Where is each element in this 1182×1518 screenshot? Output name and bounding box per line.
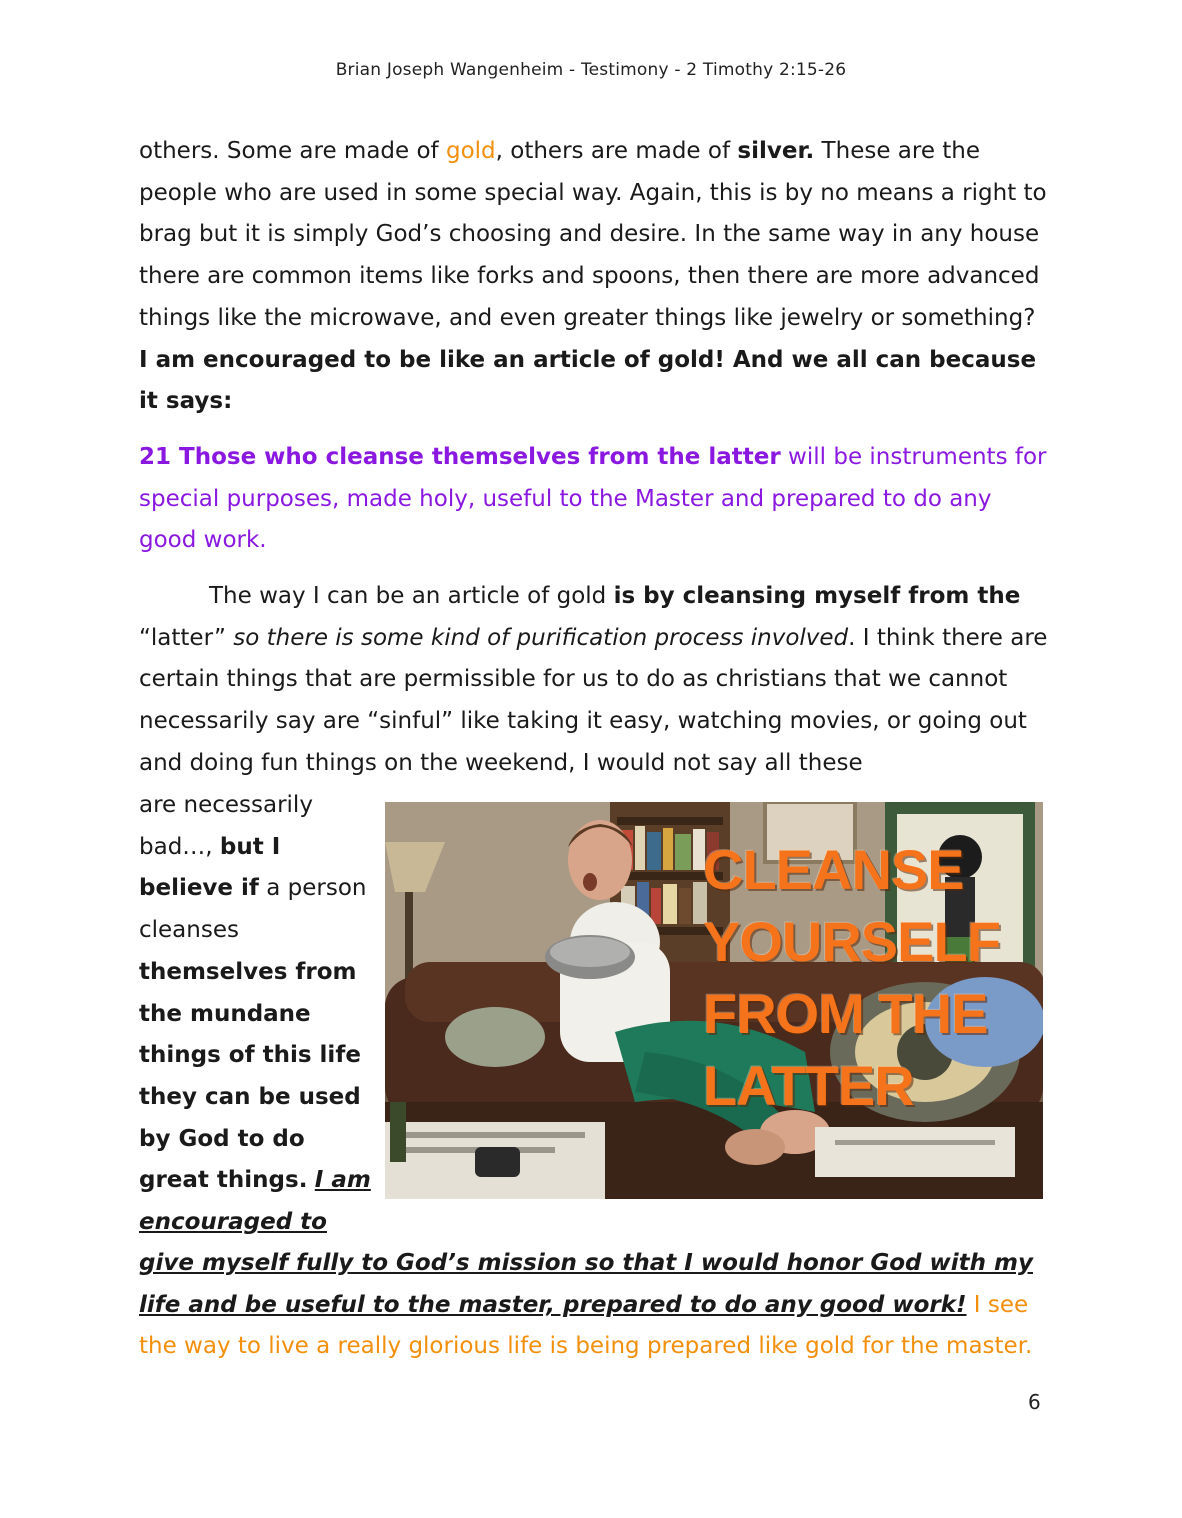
overlay-line: YOURSELF [703,910,1000,973]
paragraph-gold-silver [139,131,1049,423]
left-text-1: are necessarily bad…, [139,792,313,860]
p4-underline: give myself fully to God’s mission so that I would honor God with my life and be useful to the master, prepared to do any good work! [139,1250,1033,1318]
page-number: 6 [1028,1390,1041,1414]
p3-italic-1: so there is some kind of purification process involved [233,624,849,651]
paragraph-conclusion [139,1243,1049,1368]
overlay-line: FROM THE [703,982,988,1045]
p1-silver-word: silver. [737,138,815,164]
p3-bold-1: is by cleansing myself from the [613,583,1021,609]
p1-text-1: others. Some are made of [139,138,446,164]
image-overlay-text [703,834,1043,1122]
paragraph-cleansing [139,576,1049,785]
scripture-verse-21 [139,437,1049,562]
p1-text-2: , others are made of [495,138,738,164]
p1-gold-word: gold [445,138,496,164]
cleanse-yourself-image [385,802,1043,1199]
page-header: Brian Joseph Wangenheim - Testimony - 2 Timothy 2:15-26 [335,60,847,80]
left-text-2: a person cleanses [139,875,367,944]
overlay-line: LATTER [703,1054,914,1117]
left-underline-1: I am encouraged to [139,1167,371,1236]
p3-text-3: . I think there are certain things that are permissible for us to do as christians that we cannot necessarily say are “sinful” like taking it easy, watching movies, or going out and doing fun things on the weekend, I would not say all these [139,624,1048,776]
p1-bold-text: I am encouraged to be like an article of gold! And we all can because it says: [139,346,1037,415]
p4-orange: I see the way to live a really glorious life is being prepared like gold for the master. [139,1291,1033,1360]
p3-text-1: The way I can be an article of gold [209,583,614,609]
left-bold-1: but I believe if [139,833,281,902]
paragraph-left-column [139,785,379,1244]
overlay-line: CLEANSE [703,838,964,901]
verse-bold: 21 Those who cleanse themselves from the latter [139,444,781,470]
p3-text-2: “latter” [139,624,234,651]
left-bold-2: themselves from the mundane things of this life they can be used by God to do great things. [139,958,361,1194]
verse-rest: will be instruments for special purposes, made holy, useful to the Master and prepared to do any good work. [139,444,1047,554]
p1-text-3: These are the people who are used in some special way. Again, this is by no means a right to brag but it is simply God’s choosing and desire. In the same way in any house there are common items like forks and spoons, then there are more advanced things like the microwave, and even greater things like jewelry or something? [139,138,1047,331]
